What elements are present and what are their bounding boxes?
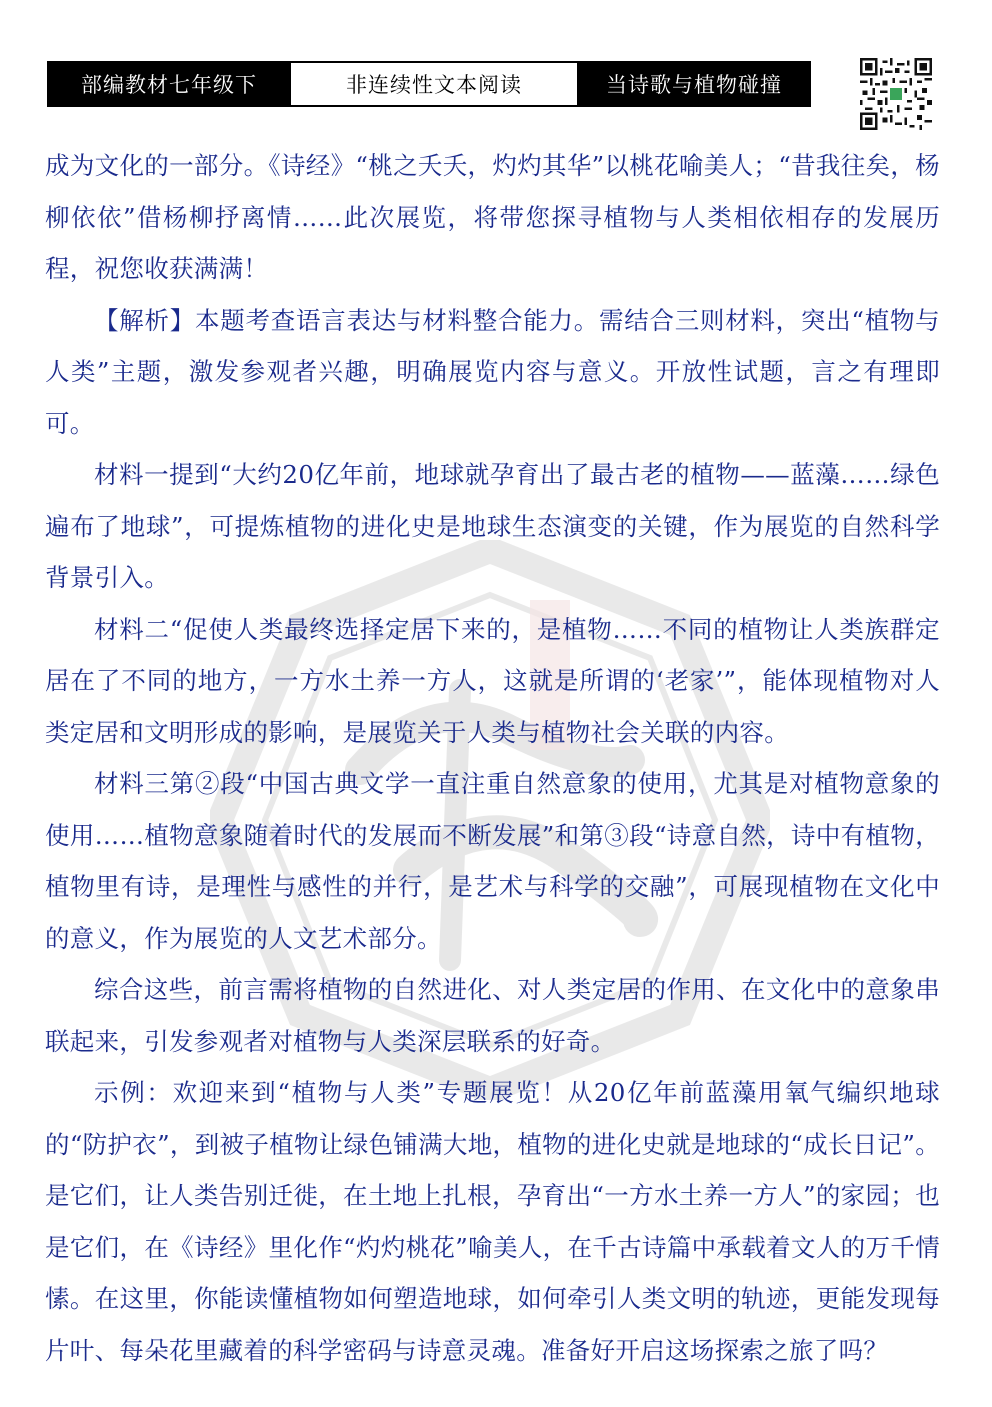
header-topic-label: 当诗歌与植物碰撞 <box>579 63 809 105</box>
material-one-paragraph: 材料一提到“大约20亿年前，地球就孕育出了最古老的植物——蓝藻……绿色遍布了地球”，可提炼植物的进化史是地球生态演变的关键，作为展览的自然科学背景引入。 <box>45 460 940 592</box>
summary-paragraph: 综合这些，前言需将植物的自然进化、对人类定居的作用、在文化中的意象串联起来，引发参观者对植物与人类深层联系的好奇。 <box>45 975 940 1056</box>
material-three-paragraph: 材料三第②段“中国古典文学一直注重自然意象的使用，尤其是对植物意象的使用……植物意象随着时代的发展而不断发展”和第③段“诗意自然，诗中有植物，植物里有诗，是理性与感性的并行，是艺术与科学的交融”，可展现植物在文化中的意义，作为展览的人文艺术部分。 <box>45 769 940 953</box>
material-two-paragraph: 材料二“促使人类最终选择定居下来的，是植物……不同的植物让人类族群定居在了不同的地方，一方水土养一方人，这就是所谓的‘老家’”，能体现植物对人类定居和文明形成的影响，是展览关于人类与植物社会关联的内容。 <box>45 614 940 747</box>
header-section-label: 非连续性文本阅读 <box>289 63 579 105</box>
header-textbook-label: 部编教材七年级下 <box>49 63 289 105</box>
header-banner <box>47 61 811 107</box>
article-body <box>45 140 940 1376</box>
qr-code-icon <box>860 58 932 130</box>
paragraph-1: 成为文化的一部分。《诗经》“桃之夭夭，灼灼其华”以桃花喻美人；“昔我往矣，杨柳依依”借杨柳抒离情……此次展览，将带您探寻植物与人类相依相存的发展历程，祝您收获满满！ <box>45 151 940 283</box>
analysis-paragraph: 【解析】本题考查语言表达与材料整合能力。需结合三则材料，突出“植物与人类”主题，激发参观者兴趣，明确展览内容与意义。开放性试题，言之有理即可。 <box>45 305 940 438</box>
example-paragraph: 示例：欢迎来到“植物与人类”专题展览！从20亿年前蓝藻用氧气编织地球的“防护衣”，到被子植物让绿色铺满大地，植物的进化史就是地球的“成长日记”。是它们，让人类告别迁徙，在土地上扎根，孕育出“一方水土养一方人”的家园；也是它们，在《诗经》里化作“灼灼桃花”喻美人，在千古诗篇中承载着文人的万千情愫。在这里，你能读懂植物如何塑造地球，如何牵引人类文明的轨迹，更能发现每片叶、每朵花里藏着的科学密码与诗意灵魂。准备好开启这场探索之旅了吗？ <box>45 1078 940 1365</box>
